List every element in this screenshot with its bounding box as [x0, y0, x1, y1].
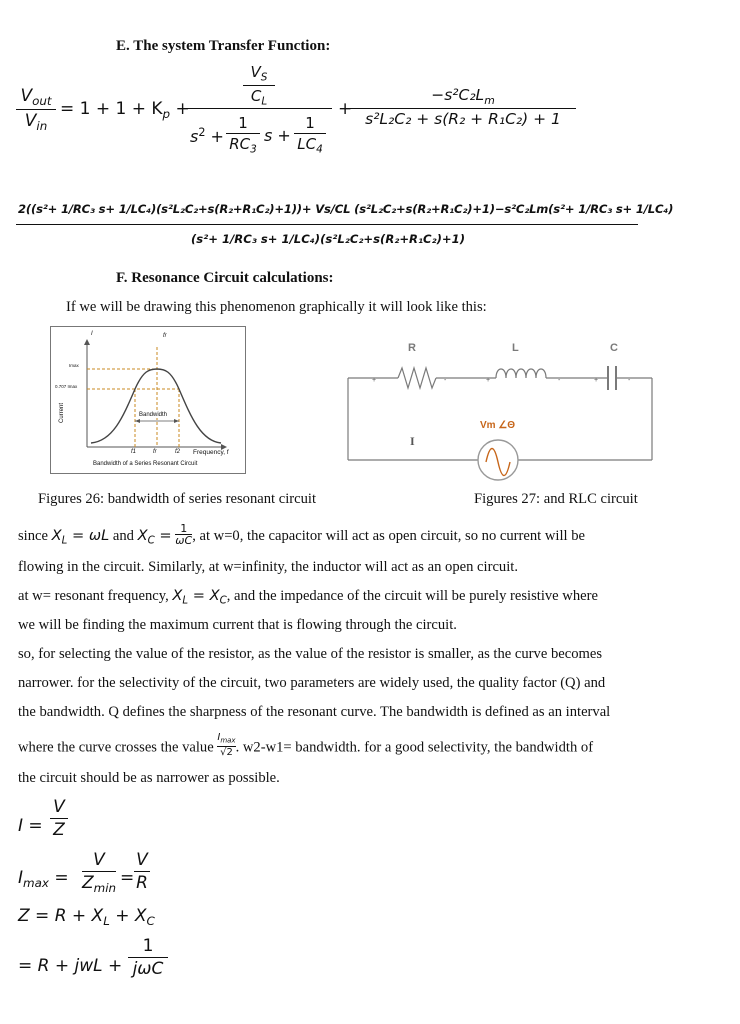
paragraph-line-2: flowing in the circuit. Similarly, at w=infinity, the inductor will act as an open circuit.: [18, 559, 518, 575]
section-e-heading: E. The system Transfer Function:: [116, 38, 331, 54]
paragraph-line-7: the bandwidth. Q defines the sharpness of the resonant curve. The bandwidth is defined as an interval: [18, 704, 611, 720]
paragraph-line-8: where the curve crosses the value $I_{max}$ √2 . w2-w1= bandwidth. for a good selectivity, the bandwidth of: [18, 732, 594, 759]
svg-text:-: -: [628, 377, 631, 384]
svg-text:+: +: [372, 377, 377, 384]
svg-text:+: +: [594, 377, 599, 384]
tick-f1: f1: [131, 449, 137, 455]
paragraph-line-6: narrower. for the selectivity of the circuit, two parameters are widely used, the quality factor (Q) and: [18, 675, 606, 691]
figure-27-rlc-circuit: [346, 340, 656, 490]
expanded-denominator: (s²+ 1/RC₃ s+ 1/LC₄)(s²L₂C₂+s(R₂+R₁C₂)+1): [190, 232, 466, 246]
paragraph-line-9: the circuit should be as narrower as possible.: [18, 770, 280, 786]
label-c: C: [610, 342, 618, 354]
one-over-jwc: 1 jωC: [128, 936, 168, 979]
expanded-numerator: 2((s²+ 1/RC₃ s+ 1/LC₄)(s²L₂C₂+s(R₂+R₁C₂)+1))+ Vs/CL (s²L₂C₂+s(R₂+R₁C₂)+1)−s²C₂Lm(s²+ 1/RC₃ s+ 1/LC₄): [18, 202, 674, 216]
figure-27-caption: Figures 27: and RLC circuit: [474, 491, 638, 507]
imax-label: Imax: [69, 363, 79, 368]
v-over-zmin: V $Z_{min}$: [82, 850, 117, 896]
tick-f2: f2: [175, 449, 181, 455]
v-over-r: V R: [134, 850, 150, 893]
plus-sign: +: [338, 99, 353, 119]
vout-over-vin: $V_{out}$ $V_{in}$: [16, 86, 56, 133]
tick-fr: fr: [153, 449, 157, 455]
plot-top-fr-label: fr: [163, 333, 167, 339]
current-equation-lhs: I =: [18, 816, 43, 836]
svg-text:-: -: [444, 377, 447, 384]
bandwidth-label: Bandwidth: [139, 412, 168, 418]
impedance-expanded: = R + jwL +: [18, 956, 123, 976]
rlc-circuit-svg: [346, 340, 656, 490]
svg-text:-: -: [558, 377, 561, 384]
label-l: L: [512, 342, 519, 354]
level-0707-label: 0.707 Imax: [55, 384, 78, 389]
section-f-heading: F. Resonance Circuit calculations:: [116, 270, 334, 286]
svg-text:+: +: [486, 377, 491, 384]
paragraph-line-4: we will be finding the maximum current that is flowing through the circuit.: [18, 617, 457, 633]
vs-over-cl: $\frac{V_S}{C_L}$: [186, 63, 332, 107]
fraction-bar-main: [186, 108, 332, 109]
inductance-fraction: $-s^2C_2L_m$ s²L₂C₂ + s(R₂ + R₁C₂) + 1: [350, 86, 576, 128]
source-label: Vm ∠Θ: [480, 420, 516, 431]
impedance-equation: $Z = R + X_L + X_C$: [18, 906, 155, 929]
label-r: R: [408, 342, 416, 354]
paragraph-line-5: so, for selecting the value of the resistor, as the value of the resistor is smaller, as the curve becomes: [18, 646, 603, 662]
y-axis-label: Current: [59, 402, 65, 423]
plot-top-i-label: I: [91, 331, 93, 337]
figure-26-bandwidth-plot: [50, 326, 246, 474]
figure-26-caption: Figures 26: bandwidth of series resonant circuit: [38, 491, 317, 507]
constant-terms: = $1 + 1 + K_p$ +: [60, 99, 190, 122]
section-f-intro: If we will be drawing this phenomenon graphically it will look like this:: [66, 299, 487, 315]
x-axis-label: Frequency, f: [193, 449, 229, 456]
paragraph-line-1: since $X_L = \omega L$ and $X_C$ = $\frac{1}{\omega C}$ , at w=0, the capacitor will act as open circuit, so no current will be: [18, 522, 585, 547]
expanded-fraction-bar: [16, 224, 638, 225]
figure-26-inner-caption: Bandwidth of a Series Resonant Circuit: [93, 461, 198, 467]
equals-sign: =: [120, 868, 135, 888]
imax-equation-lhs: $I_{max}$ =: [18, 868, 69, 891]
v-over-z: V Z: [50, 797, 68, 840]
paragraph-line-3: at w= resonant frequency, $X_L = X_C$, and the impedance of the circuit will be purely resistive where: [18, 587, 598, 607]
label-current: I: [410, 434, 415, 448]
